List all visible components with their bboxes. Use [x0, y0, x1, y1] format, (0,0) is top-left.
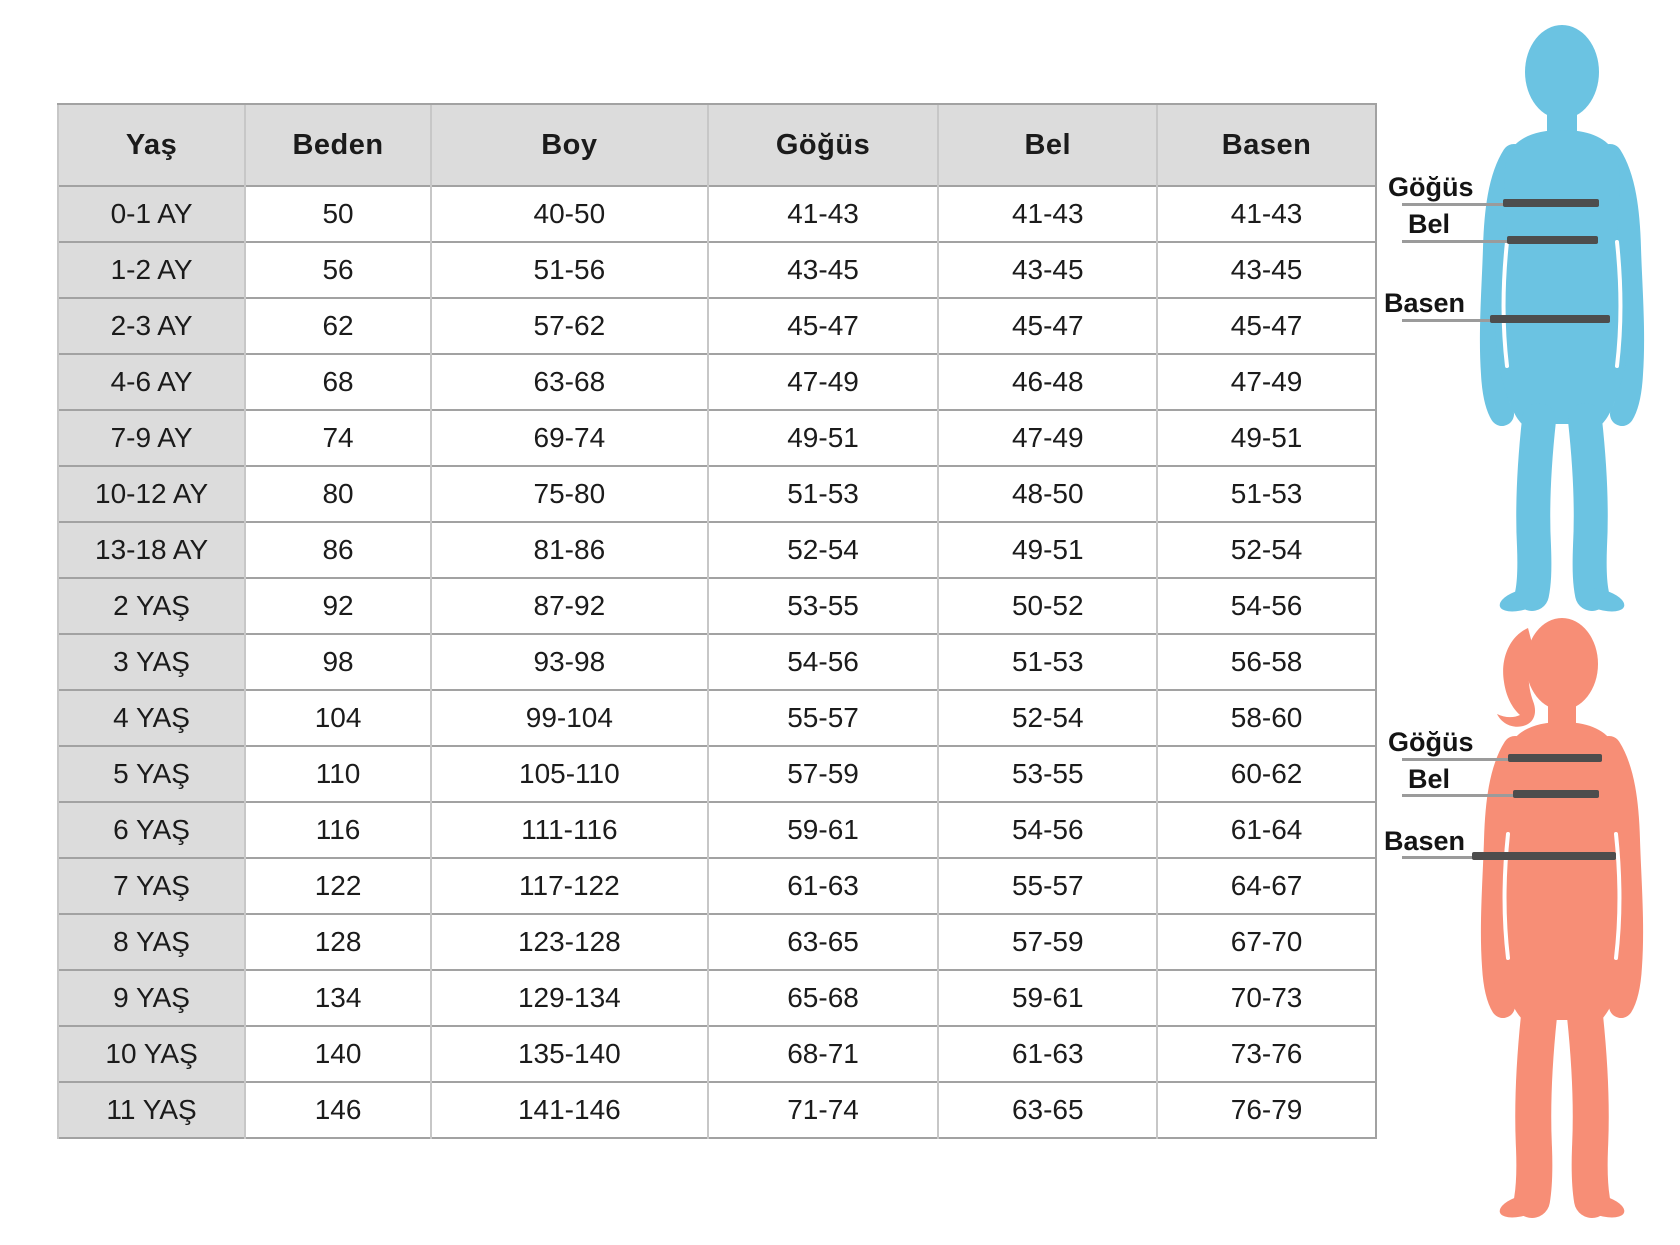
table-cell: 54-56: [1157, 578, 1376, 634]
table-cell: 58-60: [1157, 690, 1376, 746]
table-row: [58, 1082, 1376, 1138]
table-cell: 53-55: [938, 746, 1157, 802]
table-cell: 129-134: [431, 970, 708, 1026]
table-cell: 47-49: [1157, 354, 1376, 410]
table-cell: 93-98: [431, 634, 708, 690]
row-header-cell: 13-18 AY: [58, 522, 245, 578]
table-cell: 87-92: [431, 578, 708, 634]
table-row: [58, 858, 1376, 914]
table-cell: 60-62: [1157, 746, 1376, 802]
table-row: [58, 298, 1376, 354]
table-cell: 47-49: [708, 354, 939, 410]
table-cell: 74: [245, 410, 431, 466]
table-cell: 123-128: [431, 914, 708, 970]
table-cell: 46-48: [938, 354, 1157, 410]
row-header-cell: 5 YAŞ: [58, 746, 245, 802]
table-cell: 51-53: [708, 466, 939, 522]
table-cell: 43-45: [938, 242, 1157, 298]
table-row: [58, 634, 1376, 690]
table-row: [58, 354, 1376, 410]
table-row: [58, 578, 1376, 634]
table-cell: 73-76: [1157, 1026, 1376, 1082]
table-cell: 63-68: [431, 354, 708, 410]
table-row: [58, 410, 1376, 466]
table-cell: 41-43: [938, 186, 1157, 242]
table-cell: 50: [245, 186, 431, 242]
table-cell: 64-67: [1157, 858, 1376, 914]
table-cell: 69-74: [431, 410, 708, 466]
table-cell: 51-53: [938, 634, 1157, 690]
table-header-row: [58, 104, 1376, 186]
row-header-cell: 6 YAŞ: [58, 802, 245, 858]
table-row: [58, 466, 1376, 522]
row-header-cell: 4-6 AY: [58, 354, 245, 410]
table-cell: 61-63: [708, 858, 939, 914]
table-cell: 48-50: [938, 466, 1157, 522]
table-cell: 111-116: [431, 802, 708, 858]
row-header-cell: 3 YAŞ: [58, 634, 245, 690]
column-header-yas: Yaş: [58, 104, 245, 186]
table-cell: 51-56: [431, 242, 708, 298]
girl-body: [1496, 618, 1629, 1020]
table-row: [58, 802, 1376, 858]
table-row: [58, 1026, 1376, 1082]
table-cell: 56: [245, 242, 431, 298]
row-header-cell: 9 YAŞ: [58, 970, 245, 1026]
girl-chest-bar: [1508, 754, 1602, 762]
girl-hip-bar: [1472, 852, 1616, 860]
table-cell: 41-43: [708, 186, 939, 242]
table-cell: 43-45: [708, 242, 939, 298]
row-header-cell: 2-3 AY: [58, 298, 245, 354]
table-cell: 40-50: [431, 186, 708, 242]
child-chest-label: Göğüs: [1388, 172, 1474, 202]
table-cell: 61-63: [938, 1026, 1157, 1082]
child-waist-bar: [1507, 236, 1598, 244]
row-header-cell: 7-9 AY: [58, 410, 245, 466]
column-header-boy: Boy: [431, 104, 708, 186]
row-header-cell: 4 YAŞ: [58, 690, 245, 746]
table-cell: 45-47: [938, 298, 1157, 354]
table-cell: 54-56: [938, 802, 1157, 858]
child-body: [1495, 25, 1628, 424]
table-cell: 141-146: [431, 1082, 708, 1138]
table-row: [58, 522, 1376, 578]
table-cell: 54-56: [708, 634, 939, 690]
table-cell: 57-59: [708, 746, 939, 802]
girl-legs: [1532, 1016, 1592, 1200]
girl-figure-silhouette: [1460, 612, 1666, 1226]
table-cell: 56-58: [1157, 634, 1376, 690]
table-cell: 63-65: [938, 1082, 1157, 1138]
row-header-cell: 10-12 AY: [58, 466, 245, 522]
table-cell: 50-52: [938, 578, 1157, 634]
girl-waist-bar: [1513, 790, 1599, 798]
size-table-body: [58, 186, 1376, 1138]
table-row: [58, 914, 1376, 970]
table-row: [58, 746, 1376, 802]
row-header-cell: 8 YAŞ: [58, 914, 245, 970]
table-cell: 52-54: [938, 690, 1157, 746]
table-row: [58, 970, 1376, 1026]
table-cell: 52-54: [708, 522, 939, 578]
table-cell: 116: [245, 802, 431, 858]
girl-chest-label: Göğüs: [1388, 727, 1474, 757]
table-cell: 99-104: [431, 690, 708, 746]
table-cell: 51-53: [1157, 466, 1376, 522]
child-chest-bar: [1503, 199, 1599, 207]
table-row: [58, 242, 1376, 298]
table-cell: 81-86: [431, 522, 708, 578]
size-chart-table: [57, 103, 1377, 1139]
table-cell: 55-57: [708, 690, 939, 746]
table-cell: 57-59: [938, 914, 1157, 970]
table-cell: 59-61: [708, 802, 939, 858]
table-cell: 45-47: [1157, 298, 1376, 354]
table-cell: 86: [245, 522, 431, 578]
column-header-bel: Bel: [938, 104, 1157, 186]
table-cell: 67-70: [1157, 914, 1376, 970]
table-cell: 61-64: [1157, 802, 1376, 858]
column-header-beden: Beden: [245, 104, 431, 186]
child-hip-label: Basen: [1384, 288, 1466, 318]
row-header-cell: 10 YAŞ: [58, 1026, 245, 1082]
table-cell: 105-110: [431, 746, 708, 802]
child-waist-label: Bel: [1408, 209, 1451, 239]
table-cell: 76-79: [1157, 1082, 1376, 1138]
table-cell: 41-43: [1157, 186, 1376, 242]
table-cell: 75-80: [431, 466, 708, 522]
row-header-cell: 1-2 AY: [58, 242, 245, 298]
table-cell: 49-51: [938, 522, 1157, 578]
table-cell: 68-71: [708, 1026, 939, 1082]
table-cell: 98: [245, 634, 431, 690]
table-cell: 65-68: [708, 970, 939, 1026]
child-hip-bar: [1490, 315, 1610, 323]
table-cell: 122: [245, 858, 431, 914]
table-cell: 55-57: [938, 858, 1157, 914]
table-cell: 45-47: [708, 298, 939, 354]
table-cell: 135-140: [431, 1026, 708, 1082]
table-cell: 80: [245, 466, 431, 522]
girl-hip-label: Basen: [1384, 826, 1466, 856]
table-cell: 68: [245, 354, 431, 410]
table-cell: 140: [245, 1026, 431, 1082]
table-cell: 57-62: [431, 298, 708, 354]
row-header-cell: 0-1 AY: [58, 186, 245, 242]
table-cell: 63-65: [708, 914, 939, 970]
child-legs: [1532, 420, 1592, 594]
table-cell: 71-74: [708, 1082, 939, 1138]
row-header-cell: 2 YAŞ: [58, 578, 245, 634]
table-cell: 62: [245, 298, 431, 354]
table-row: [58, 186, 1376, 242]
table-cell: 49-51: [708, 410, 939, 466]
column-header-basen: Basen: [1157, 104, 1376, 186]
table-cell: 134: [245, 970, 431, 1026]
table-cell: 104: [245, 690, 431, 746]
table-cell: 70-73: [1157, 970, 1376, 1026]
row-header-cell: 11 YAŞ: [58, 1082, 245, 1138]
table-cell: 53-55: [708, 578, 939, 634]
table-cell: 59-61: [938, 970, 1157, 1026]
table-cell: 92: [245, 578, 431, 634]
table-cell: 47-49: [938, 410, 1157, 466]
table-cell: 117-122: [431, 858, 708, 914]
table-cell: 49-51: [1157, 410, 1376, 466]
table-cell: 52-54: [1157, 522, 1376, 578]
row-header-cell: 7 YAŞ: [58, 858, 245, 914]
table-row: [58, 690, 1376, 746]
column-header-gogus: Göğüs: [708, 104, 939, 186]
girl-waist-label: Bel: [1408, 764, 1451, 794]
table-cell: 146: [245, 1082, 431, 1138]
table-cell: 43-45: [1157, 242, 1376, 298]
table-cell: 128: [245, 914, 431, 970]
table-cell: 110: [245, 746, 431, 802]
